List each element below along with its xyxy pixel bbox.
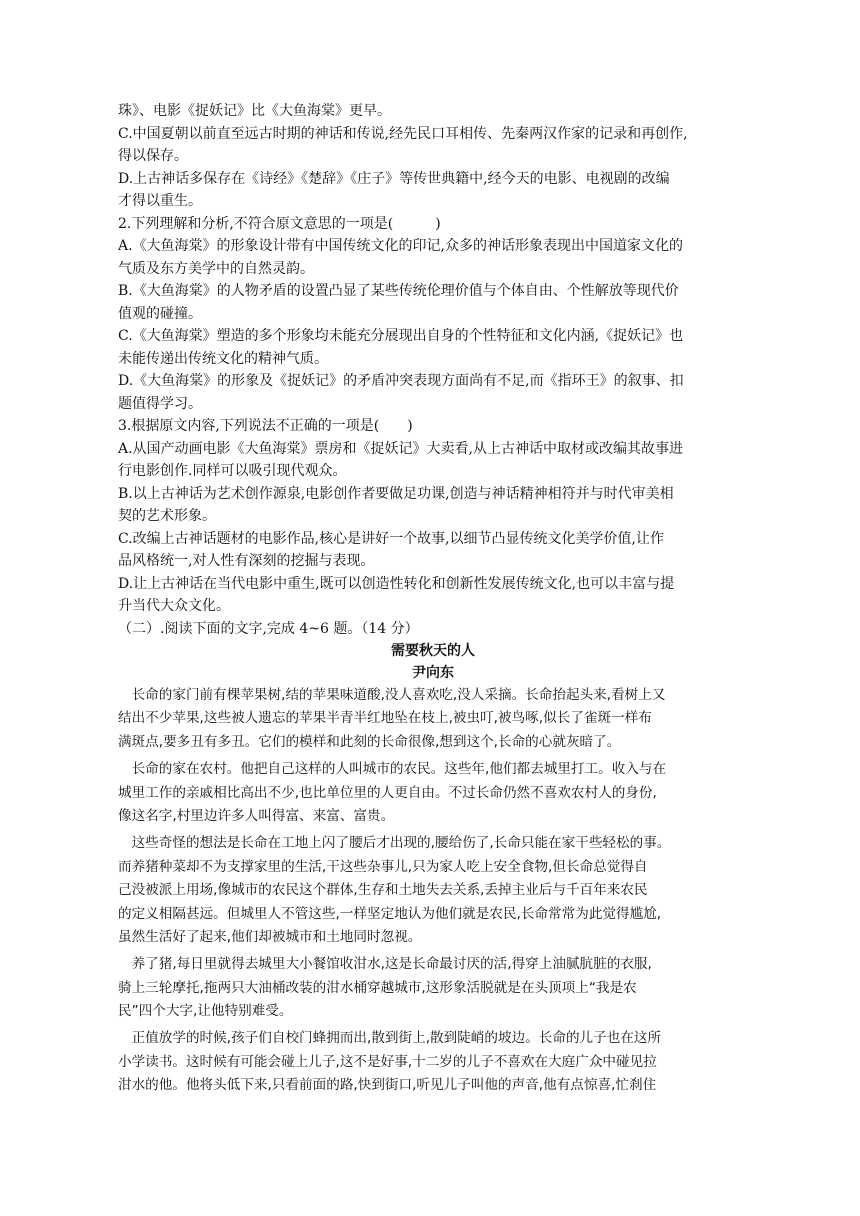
story-line: 结出不少苹果,这些被人遗忘的苹果半青半红地坠在枝上,被虫叮,被鸟啄,似长了雀斑一样布: [118, 710, 652, 727]
story-line: 正值放学的时候,孩子们自校门蜂拥而出,散到街上,散到陡峭的坡边。长命的儿子也在这所: [118, 1030, 662, 1047]
option-line: D.《大鱼海棠》的形象及《捉妖记》的矛盾冲突表现方面尚有不足,而《指环王》的叙事、扣: [118, 373, 684, 389]
story-line: 长命的家门前有棵苹果树,结的苹果味道酸,没人喜欢吃,没人采摘。长命抬起头来,看树上又: [118, 687, 666, 703]
option-line: 气质及东方美学中的自然灵韵。: [118, 260, 314, 277]
story-line: 而养猪种菜却不为支撑家里的生活,干这些杂事儿,只为家人吃上安全食物,但长命总觉得自: [118, 858, 648, 875]
document-page: [118, 100, 748, 1098]
option-line: D.让上古神话在当代电影中重生,既可以创造性转化和创新性发展传统文化,也可以丰富与提: [118, 575, 675, 592]
option-line: 契的艺术形象。: [118, 508, 216, 524]
option-line: 未能传递出传统文化的精神气质。: [118, 350, 328, 367]
story-line: 泔水的他。他将头低下来,只看前面的路,快到街口,听见儿子叫他的声音,他有点惊喜,忙刹住: [118, 1077, 657, 1094]
text-line: 才得以重生。: [118, 193, 202, 209]
question-2: [118, 213, 748, 416]
story-author: 尹向东: [412, 665, 454, 681]
section-heading: （二）.阅读下面的文字,完成 4~6 题。（14 分）: [118, 620, 419, 637]
text-line: D.上古神话多保存在《诗经》《楚辞》《庄子》等传世典籍中,经今天的电影、电视剧的改编: [118, 170, 670, 187]
option-line: 升当代大众文化。: [118, 598, 230, 614]
text-line: 珠》、电影《捉妖记》比《大鱼海棠》更早。: [118, 103, 391, 119]
option-line: C.《大鱼海棠》塑造的多个形象均未能充分展现出自身的个性特征和文化内涵,《捉妖记》也: [118, 328, 684, 344]
story-line: 城里工作的亲戚相比高出不少,也比单位里的人更自由。不过长命仍然不喜欢农村人的身份,: [118, 784, 657, 801]
question-stem: 2.下列理解和分析,不符合原文意思的一项是( ): [118, 215, 441, 232]
option-line: C.改编上古神话题材的电影作品,核心是讲好一个故事,以细节凸显传统文化美学价值,让作: [118, 530, 665, 547]
part1-block: [118, 100, 748, 213]
story-title: 需要秋天的人: [391, 643, 475, 659]
option-line: 品风格统一,对人性有深刻的挖掘与表现。: [118, 553, 375, 569]
story-line: 己没被派上用场,像城市的农民这个群体,生存和土地失去关系,丢掉主业后与千百年来农民: [118, 882, 648, 899]
option-line: A.从国产动画电影《大鱼海棠》票房和《捉妖记》大卖看,从上古神话中取材或改编其故事进: [118, 440, 684, 457]
option-line: B.《大鱼海棠》的人物矛盾的设置凸显了某些传统伦理价值与个体自由、个性解放等现代价: [118, 283, 679, 299]
story-line: 养了猪,每日里就得去城里大小餐馆收泔水,这是长命最讨厌的活,得穿上油腻肮脏的衣服,: [118, 956, 652, 973]
question-stem: 3.根据原文内容,下列说法不正确的一项是( ): [118, 418, 413, 434]
option-line: A.《大鱼海棠》的形象设计带有中国传统文化的印记,众多的神话形象表现出中国道家文化的: [118, 238, 684, 254]
story-body: [118, 684, 748, 1098]
option-line: 题值得学习。: [118, 395, 202, 412]
section-2: [118, 618, 748, 1098]
story-line: 虽然生活好了起来,他们却被城市和土地同时忽视。: [118, 928, 422, 945]
story-line: 骑上三轮摩托,拖两只大油桶改装的泔水桶穿越城市,这形象活脱就是在头顶项上“我是农: [118, 979, 637, 996]
question-3: [118, 415, 748, 618]
story-line: 小学读书。这时候有可能会碰上儿子,这不是好事,十二岁的儿子不喜欢在大庭广众中碰见拉: [118, 1053, 657, 1070]
story-line: 满斑点,要多丑有多丑。它们的模样和此刻的长命很像,想到这个,长命的心就灰暗了。: [118, 733, 621, 750]
story-line: 长命的家在农村。他把自己这样的人叫城市的农民。这些年,他们都去城里打工。收入与在: [118, 761, 667, 778]
text-line: 得以保存。: [118, 148, 188, 164]
story-line: 这些奇怪的想法是长命在工地上闪了腰后才出现的,腰给伤了,长命只能在家干些轻松的事。: [118, 835, 671, 852]
text-line: C.中国夏朝以前直至远古时期的神话和传说,经先民口耳相传、先秦两汉作家的记录和再创作,: [118, 125, 688, 142]
story-line: 民”四个大字,让他特别难受。: [118, 1003, 293, 1020]
option-line: 行电影创作.同样可以吸引现代观众。: [118, 463, 347, 479]
option-line: B.以上古神话为艺术创作源泉,电影创作者要做足功课,创造与神话精神相符并与时代审美相: [118, 485, 674, 502]
story-line: 像这名字,村里边许多人叫得富、来富、富贵。: [118, 807, 395, 824]
story-line: 的定义相隔甚远。但城里人不管这些,一样坚定地认为他们就是农民,长命常常为此觉得尴尬,: [118, 905, 662, 922]
option-line: 值观的碰撞。: [118, 305, 202, 322]
